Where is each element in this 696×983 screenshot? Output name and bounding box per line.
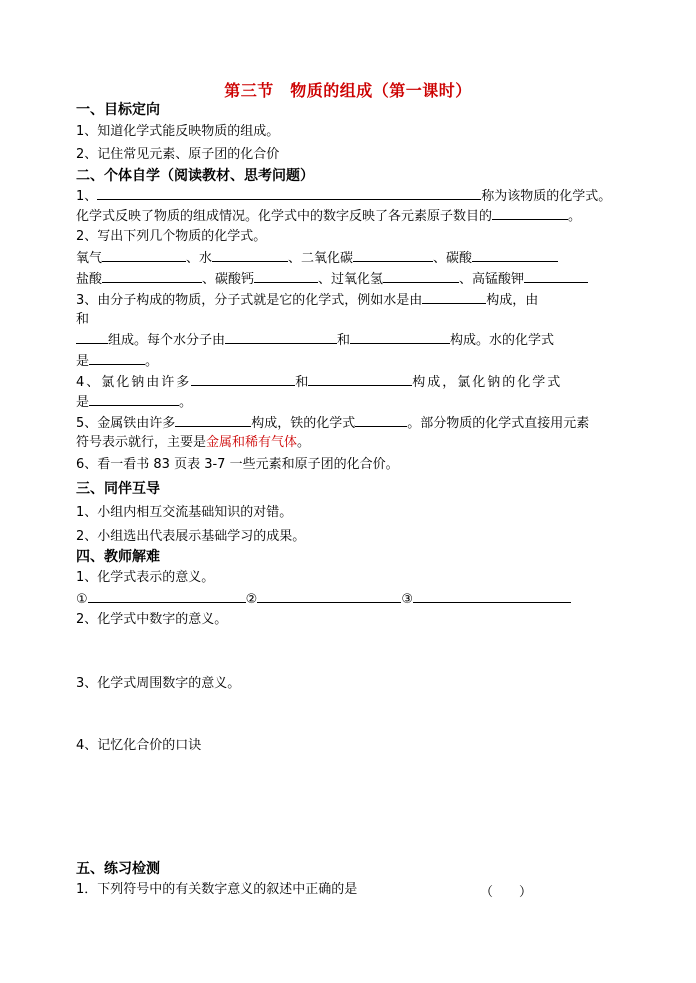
- answer-blank[interactable]: [89, 393, 179, 406]
- answer-blank[interactable]: [422, 291, 486, 304]
- q1-prefix: 1、: [76, 189, 98, 204]
- question-3-line-3: [76, 331, 554, 350]
- teacher-question-4: 4、记忆化合价的口诀: [76, 738, 202, 753]
- q3-text-end: 构成，由: [486, 293, 539, 308]
- q5-text: 。部分物质的化学式直接用元素: [407, 416, 590, 431]
- teacher-question-2: 2、化学式中数字的意义。: [76, 612, 228, 627]
- question-2: 2、写出下列几个物质的化学式。: [76, 229, 267, 244]
- substances-row-2: [76, 270, 588, 289]
- substance-label: 、碳酸钙: [202, 272, 255, 287]
- answer-blank[interactable]: [97, 187, 481, 200]
- section-heading-goals: 一、目标定向: [76, 102, 160, 118]
- answer-blank[interactable]: [88, 590, 246, 603]
- q5-text: 5、金属铁由许多: [76, 416, 176, 431]
- q4-text: 和: [295, 375, 309, 390]
- q4-text: 。: [179, 395, 193, 410]
- q3-text: 构成。水的化学式: [450, 333, 555, 348]
- page-title: 第三节 物质的组成（第一课时）: [224, 81, 472, 100]
- goal-item-1: 1、知道化学式能反映物质的组成。: [76, 124, 280, 139]
- question-3-line-4: [76, 352, 158, 371]
- question-3-line-2: 和: [76, 312, 90, 327]
- answer-blank[interactable]: [308, 373, 412, 386]
- section-heading-peer: 三、同伴互导: [76, 481, 160, 497]
- teacher-question-1: 1、化学式表示的意义。: [76, 570, 215, 585]
- answer-blank[interactable]: [102, 270, 202, 283]
- q1-suffix: 称为该物质的化学式。: [481, 189, 612, 204]
- answer-blank[interactable]: [89, 352, 145, 365]
- substance-label: 盐酸: [76, 272, 103, 287]
- section-heading-teacher: 四、教师解难: [76, 549, 160, 565]
- q1-line2-text: 化学式反映了物质的组成情况。化学式中的数字反映了各元素原子数目的: [76, 209, 493, 224]
- teacher-question-3: 3、化学式周围数字的意义。: [76, 676, 241, 691]
- answer-blank[interactable]: [413, 590, 571, 603]
- q4-text: 4、氯化钠由许多: [76, 375, 192, 390]
- answer-blank[interactable]: [353, 249, 433, 262]
- answer-blank[interactable]: [254, 270, 318, 283]
- q5-text: 符号表示就行，主要是: [76, 435, 207, 450]
- peer-item-2: 2、小组选出代表展示基础学习的成果。: [76, 529, 306, 544]
- q5-highlight: 金属和稀有气体: [206, 435, 298, 450]
- question-1-line-1: [76, 187, 611, 206]
- answer-blank[interactable]: [257, 590, 401, 603]
- answer-blank[interactable]: [102, 249, 186, 262]
- substance-label: 、过氧化氢: [318, 272, 384, 287]
- section-heading-practice: 五、练习检测: [76, 861, 160, 877]
- q3-text: 。: [145, 354, 159, 369]
- q3-text: 是: [76, 354, 90, 369]
- answer-blank[interactable]: [191, 373, 295, 386]
- question-1-line-2: [76, 207, 581, 226]
- q3-text: 和: [337, 333, 351, 348]
- answer-blank[interactable]: [355, 414, 407, 427]
- q1-line2-end: 。: [568, 209, 582, 224]
- q3-text: 3、由分子构成的物质，分子式就是它的化学式，例如水是由: [76, 293, 423, 308]
- question-4-line-1: [76, 373, 562, 392]
- answer-blank[interactable]: [524, 270, 588, 283]
- peer-item-1: 1、小组内相互交流基础知识的对错。: [76, 505, 293, 520]
- substances-row-1: [76, 249, 558, 268]
- goal-item-2: 2、记住常见元素、原子团的化合价: [76, 147, 280, 162]
- q4-text: 构成，氯化钠的化学式: [412, 375, 563, 390]
- question-5-line-1: [76, 414, 589, 433]
- marker-1: ①: [76, 592, 88, 607]
- q5-text: 。: [297, 435, 311, 450]
- question-6: 6、看一看书 83 页表 3-7 一些元素和原子团的化合价。: [76, 457, 399, 472]
- question-5-line-2: [76, 434, 310, 452]
- substance-label: 、碳酸: [433, 251, 473, 266]
- practice-question-1: 1．下列符号中的有关数字意义的叙述中正确的是: [76, 882, 358, 897]
- answer-blank[interactable]: [225, 331, 337, 344]
- question-3-line-1: [76, 291, 538, 310]
- marker-2: ②: [245, 592, 258, 607]
- substance-label: 、高锰酸钾: [459, 272, 525, 287]
- question-4-line-2: [76, 393, 192, 412]
- section-heading-self-study: 二、个体自学（阅读教材、思考问题）: [76, 168, 314, 184]
- q3-text: 组成。每个水分子由: [108, 333, 226, 348]
- answer-blank[interactable]: [350, 331, 450, 344]
- substance-label: 、水: [186, 251, 213, 266]
- answer-blank[interactable]: [492, 207, 568, 220]
- q5-text: 构成，铁的化学式: [251, 416, 356, 431]
- answer-blank[interactable]: [175, 414, 251, 427]
- meaning-blanks-row: [76, 590, 571, 609]
- answer-blank[interactable]: [76, 331, 108, 344]
- answer-parentheses[interactable]: （ ）: [480, 885, 533, 900]
- substance-label: 、二氧化碳: [288, 251, 354, 266]
- q4-text: 是: [76, 395, 90, 410]
- answer-blank[interactable]: [383, 270, 459, 283]
- answer-blank[interactable]: [472, 249, 558, 262]
- answer-blank[interactable]: [212, 249, 288, 262]
- marker-3: ③: [401, 592, 413, 607]
- substance-label: 氧气: [76, 251, 103, 266]
